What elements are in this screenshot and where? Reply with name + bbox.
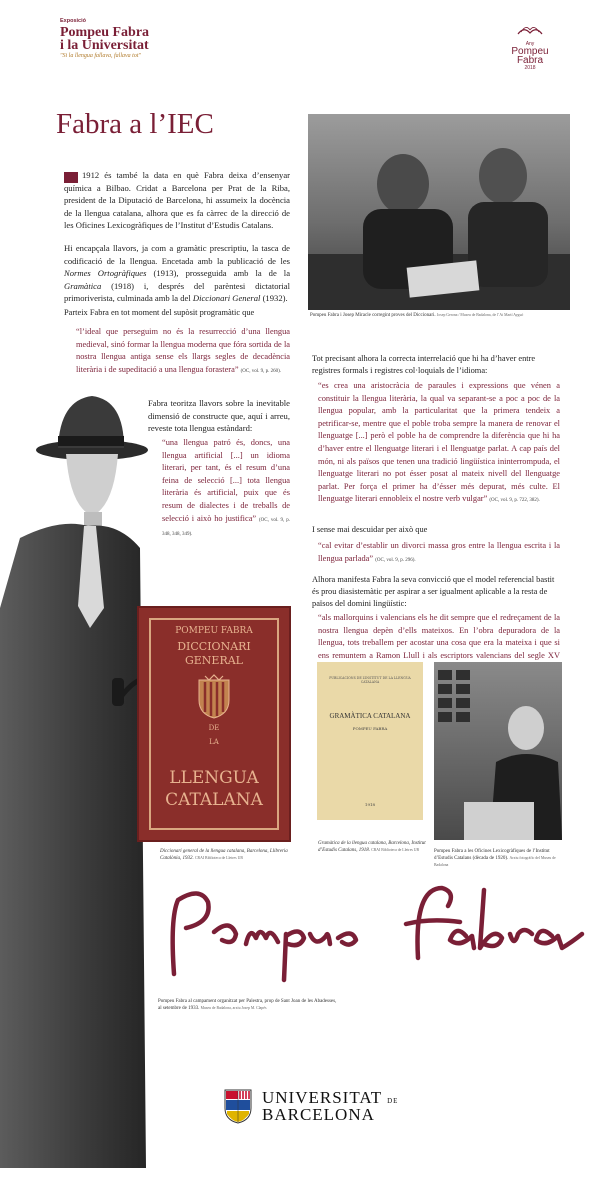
right-quote-3-text: “als mallorquins i valencians els he dit sempre que el redreçament de la nostra llengua depèn d’ells mateixos. En l’obra depuradora de la llengua, tots treballem per acostar una cosa que era la mateixa i que si ens remuntem a Ramon Llull i als escriptors valencians del segle XV [318, 613, 560, 660]
exhibition-title-line2: i la Universitat [60, 38, 149, 53]
exhibition-title-line1: Pompeu Fabra [60, 25, 150, 40]
book-line-de: DE [208, 724, 220, 732]
right-quote-1 [318, 380, 560, 508]
year-logo-line1: Any [525, 41, 535, 47]
right-quote-1-text: “es crea una aristocràcia de paraules i expressions que vénen a constituir la llengua literària, la qual va separant-se a poc a poc de la llengua popular, amb la particularitat que la primera tendeix a petrificar-se, mentre que el poble troba sempre la manera de renovar el llenguatge [...] però el poble ha de comprendre la diferència que hi ha d’haver entre el llenguatge literari i el llenguatge parlat. A cap país del món, ni als països que tenen una tradició lingüística ininterrompuda, el llenguatge literari no pot ésser posat al mateix nivell del llenguatge parlat. Per força el primer ha d’ésser més depurat, més culte. El llenguatge literari ennobleix el nostre verb vulgar” [318, 381, 560, 504]
fabra-miracle-photo [308, 114, 570, 310]
top-photo-credit: Josep Gerona / Museu de Badalona, de l’Ai Martí Ayguó [436, 313, 524, 317]
left-quote-2 [162, 437, 290, 542]
right-paragraph-1: Tot precisant alhora la correcta interrelació que hi ha d’haver entre registres formals i registres col·loquials de l’idioma: [312, 354, 536, 375]
book-line-catalana: CATALANA [165, 790, 263, 810]
year-logo-line2: Pompeu [511, 46, 549, 57]
gram-credit: CRAI Biblioteca de Lletres UB [371, 848, 420, 852]
left-p2-normes: Normes Ortogràfiques [64, 268, 147, 279]
university-line2: BARCELONA [262, 1105, 375, 1124]
left-paragraph-4: Fabra teoritza llavors sobre la inevitable dimensió de constructe que, aquí i arreu, reveste tota llengua estàndard: [148, 398, 290, 434]
left-p2-diccionari: Diccionari General [192, 293, 261, 304]
year-logo-line3: Fabra [516, 55, 544, 66]
right-paragraph-3: Alhora manifesta Fabra la seva convicció que el model referencial bastit és prou diasistemàtic per aspirar a ser igualment aplicable a la resta de països del domini lingüístic: [312, 575, 555, 608]
office-credit: Arxiu fotogràfic del Museu de Badalona [434, 856, 556, 867]
office-caption-block [434, 848, 564, 869]
university-name-1: UNIVERSITAT [262, 1088, 382, 1107]
portrait-credit: Museu de Badalona, arxiu Josep M. Clapés [200, 1006, 267, 1010]
portrait-caption: Pompeu Fabra al campament organitzat per Palestra, prop de Sant Joan de les Abadesses, al setembre de 1933. [158, 999, 337, 1011]
gram-year: 1918 [364, 802, 376, 807]
right-quote-2-text: “cal evitar d’establir un divorci massa gros entre la llengua escrita i la llengua parlada” [318, 541, 560, 563]
open-book-icon [516, 22, 544, 36]
exhibition-motto: "Si la llengua fallava, fallava tot" [60, 53, 142, 59]
left-p2-part-a: Hi encapçala llavors, ja com a gramàtic prescriptiu, la tasca de codificació de la llengua. Encetada amb la publicació de les [64, 243, 290, 266]
gram-title: GRAMÀTICA CATALANA [329, 712, 411, 720]
right-quote-1-ref: (OC, vol. 9, p. 722, 382). [489, 498, 540, 504]
left-p2-part-d: (1932). [260, 293, 288, 304]
gram-caption: Gramàtica de la llengua catalana, Barcelona, Institut d’Estudis Catalans, 1918. [318, 841, 426, 853]
left-paragraph-1: 1912 és també la data en què Fabra deixa d’ensenyar química a Bilbao. Cridat a Barcelona per Prat de la Riba, president de la Diputació de Barcelona, hi assumeix la docència de la llengua catalana, alhora que es fa càrrec de la direcció de les Oficines Lexicogràfiques de l’Institut d’Estudis Catalans. [64, 170, 290, 231]
right-paragraph-2: I sense mai descuidar per això que [312, 525, 428, 534]
left-quote-1-text: “l’ideal que perseguim no és la resurrecció d’una llengua medieval, sinó formar la llengua moderna que fóra sortida de la nostra llengua antiga sense els llargs segles de decadència literària i de supeditació a una llengua forastera” [76, 327, 290, 374]
left-quote-1 [76, 326, 290, 378]
left-quote-1-ref: (OC, vol. 9, p. 260). [240, 368, 282, 374]
book-line-diccionari: DICCIONARI [177, 640, 251, 653]
book-credit: CRAI Biblioteca de Lletres UB [195, 856, 243, 860]
pompeu-fabra-signature [160, 878, 590, 988]
left-quote-2-ref: (OC, vol. 9, p. 348, 348, 349). [162, 517, 290, 538]
top-photo-caption: Pompeu Fabra i Josep Miracle corregint proves del Diccionari [310, 313, 435, 318]
left-p2-part-b: (1913), prosseguida amb la de la [146, 268, 291, 279]
page-title: Fabra a l’IEC [56, 108, 214, 140]
right-quote-2-ref: (OC, vol. 9, p. 296). [375, 557, 416, 563]
office-caption: Pompeu Fabra a les Oficines Lexicogràfiques de l’Institut d’Estudis Catalans (dècada de 1920). [434, 849, 550, 861]
gram-author: POMPEU FABRA [352, 726, 388, 731]
gram-caption-block [318, 840, 428, 854]
left-p2-part-c: (1918) i, després del parèntesi dictatorial primoriverista, culminada amb la del [64, 280, 290, 304]
exhibition-header [60, 18, 260, 59]
fabra-office-photo [434, 662, 562, 840]
left-paragraph-3: Parteix Fabra en tot moment del supòsit programàtic que [64, 308, 255, 317]
gram-publisher: PUBLICACIONS DE L’INSTITUT DE LA LLENGUA CATALANA [329, 676, 411, 684]
right-quote-2 [318, 540, 560, 567]
left-quote-2-text: “una llengua patró és, doncs, una llengua artificial [...] un idioma literari, per tant, és el resum d’una feina de selecció [...] tota llengua literària és artificial, puix que és resum de dialectes i de treballs de selecció i això ho justifica” [162, 438, 290, 523]
diccionari-general-cover [137, 606, 291, 842]
book-caption-block [160, 848, 290, 862]
book-line-la: LA [209, 738, 219, 746]
left-paragraph-2 [64, 242, 290, 305]
exhibition-eyebrow: Exposició [60, 18, 86, 24]
gramatica-catalana-cover [317, 662, 423, 820]
top-photo-caption-block: Pompeu Fabra i Josep Miracle corregint proves del Diccionari. Josep Gerona / Museu de Badalona, de l’Ai Martí Ayguó [310, 313, 524, 318]
left-p2-gramatica: Gramàtica [64, 280, 102, 291]
any-pompeu-fabra-logo [505, 22, 555, 71]
year-logo-year: 2018 [524, 65, 536, 71]
portrait-caption-block [158, 998, 338, 1012]
pompeu-fabra-portrait [0, 378, 150, 1168]
book-line-general: GENERAL [184, 654, 243, 667]
book-line-llengua: LLENGUA [169, 768, 259, 788]
coat-of-arms-icon [195, 674, 233, 720]
book-author: POMPEU FABRA [175, 626, 253, 636]
university-de: DE [387, 1097, 399, 1105]
book-caption: Diccionari general de la llengua catalana, Barcelona, Llibreria Catalònia, 1932. [160, 849, 288, 861]
university-shield-icon [224, 1088, 252, 1124]
